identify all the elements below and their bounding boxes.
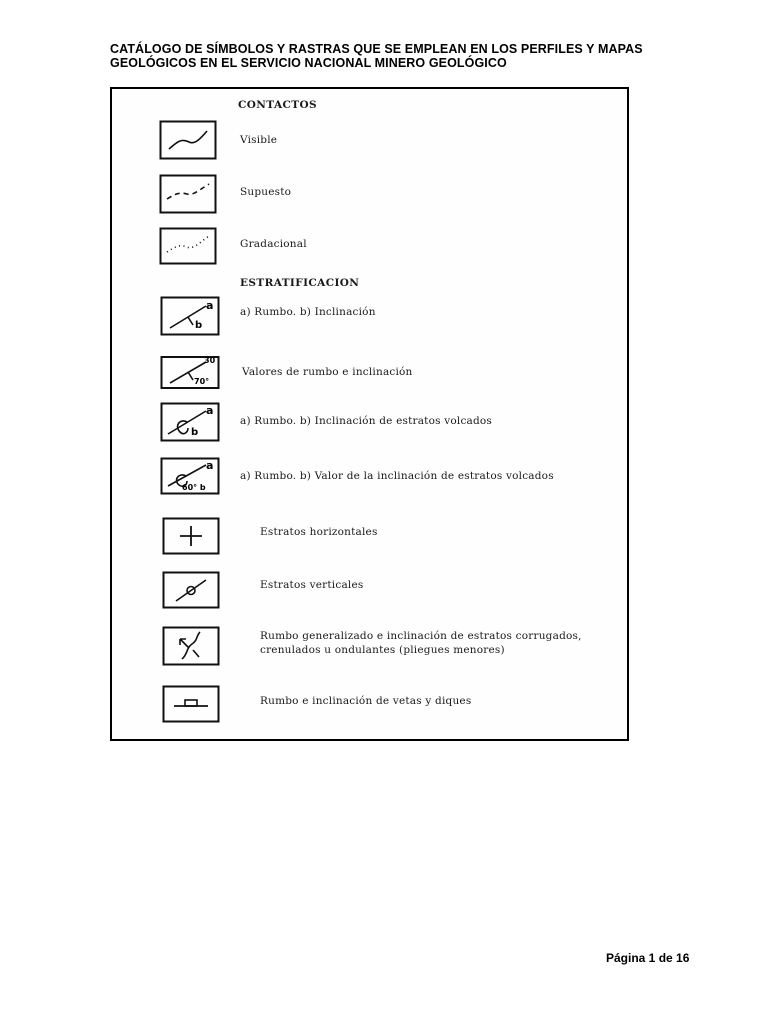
label-estratos-horizontales: Estratos horizontales <box>260 526 378 538</box>
symbol-letter-b: b <box>195 320 203 331</box>
symbol-letter-a: a <box>206 299 214 312</box>
strike-dip-values-icon <box>160 354 220 390</box>
title-line-1: CATÁLOGO DE SÍMBOLOS Y RASTRAS QUE SE EMPLEAN EN LOS PERFILES Y MAPAS <box>110 42 643 56</box>
gradational-contact-icon <box>159 227 217 265</box>
horizontal-strata-icon <box>162 517 220 555</box>
symbol-dip-value: 60° b <box>182 483 206 492</box>
symbol-dip-value: 70° <box>194 377 210 386</box>
overturned-strata-icon <box>160 402 220 442</box>
symbol-strike-value: 30 <box>204 356 216 365</box>
page-number: Página 1 de 16 <box>606 951 690 965</box>
vertical-strata-icon <box>162 571 220 609</box>
label-estratos-verticales: Estratos verticales <box>260 579 364 591</box>
visible-contact-icon <box>159 120 217 160</box>
overturned-strata-value-icon <box>160 457 220 495</box>
label-rumbo-inclinacion: a) Rumbo. b) Inclinación <box>240 306 376 318</box>
estratificacion-heading: ESTRATIFICACION <box>240 277 360 289</box>
label-valores-rumbo: Valores de rumbo e inclinación <box>242 366 413 378</box>
label-vetas-diques: Rumbo e inclinación de vetas y diques <box>260 695 472 707</box>
label-estratos-corrugados: Rumbo generalizado e inclinación de estratos corrugados, <box>260 630 582 642</box>
symbol-letter-a: a <box>206 404 214 417</box>
corrugated-strata-icon <box>162 626 220 666</box>
label-estratos-volcados: a) Rumbo. b) Inclinación de estratos volcados <box>240 415 493 427</box>
label-supuesto: Supuesto <box>240 186 292 198</box>
label-estratos-corrugados-line2: crenulados u ondulantes (pliegues menores) <box>260 644 505 656</box>
symbol-catalog-frame <box>110 87 629 741</box>
symbol-letter-b: b <box>191 427 199 438</box>
symbol-letter-a: a <box>206 459 214 472</box>
label-valor-volcados: a) Rumbo. b) Valor de la inclinación de estratos volcados <box>240 470 554 482</box>
contactos-heading: CONTACTOS <box>238 99 317 111</box>
label-gradacional: Gradacional <box>240 238 307 250</box>
veins-dikes-icon <box>162 685 220 723</box>
document-title <box>110 42 710 70</box>
title-line-2: GEOLÓGICOS EN EL SERVICIO NACIONAL MINERO GEOLÓGICO <box>110 56 507 70</box>
supposed-contact-icon <box>159 174 217 214</box>
label-visible: Visible <box>240 134 278 146</box>
strike-dip-icon <box>160 296 220 336</box>
